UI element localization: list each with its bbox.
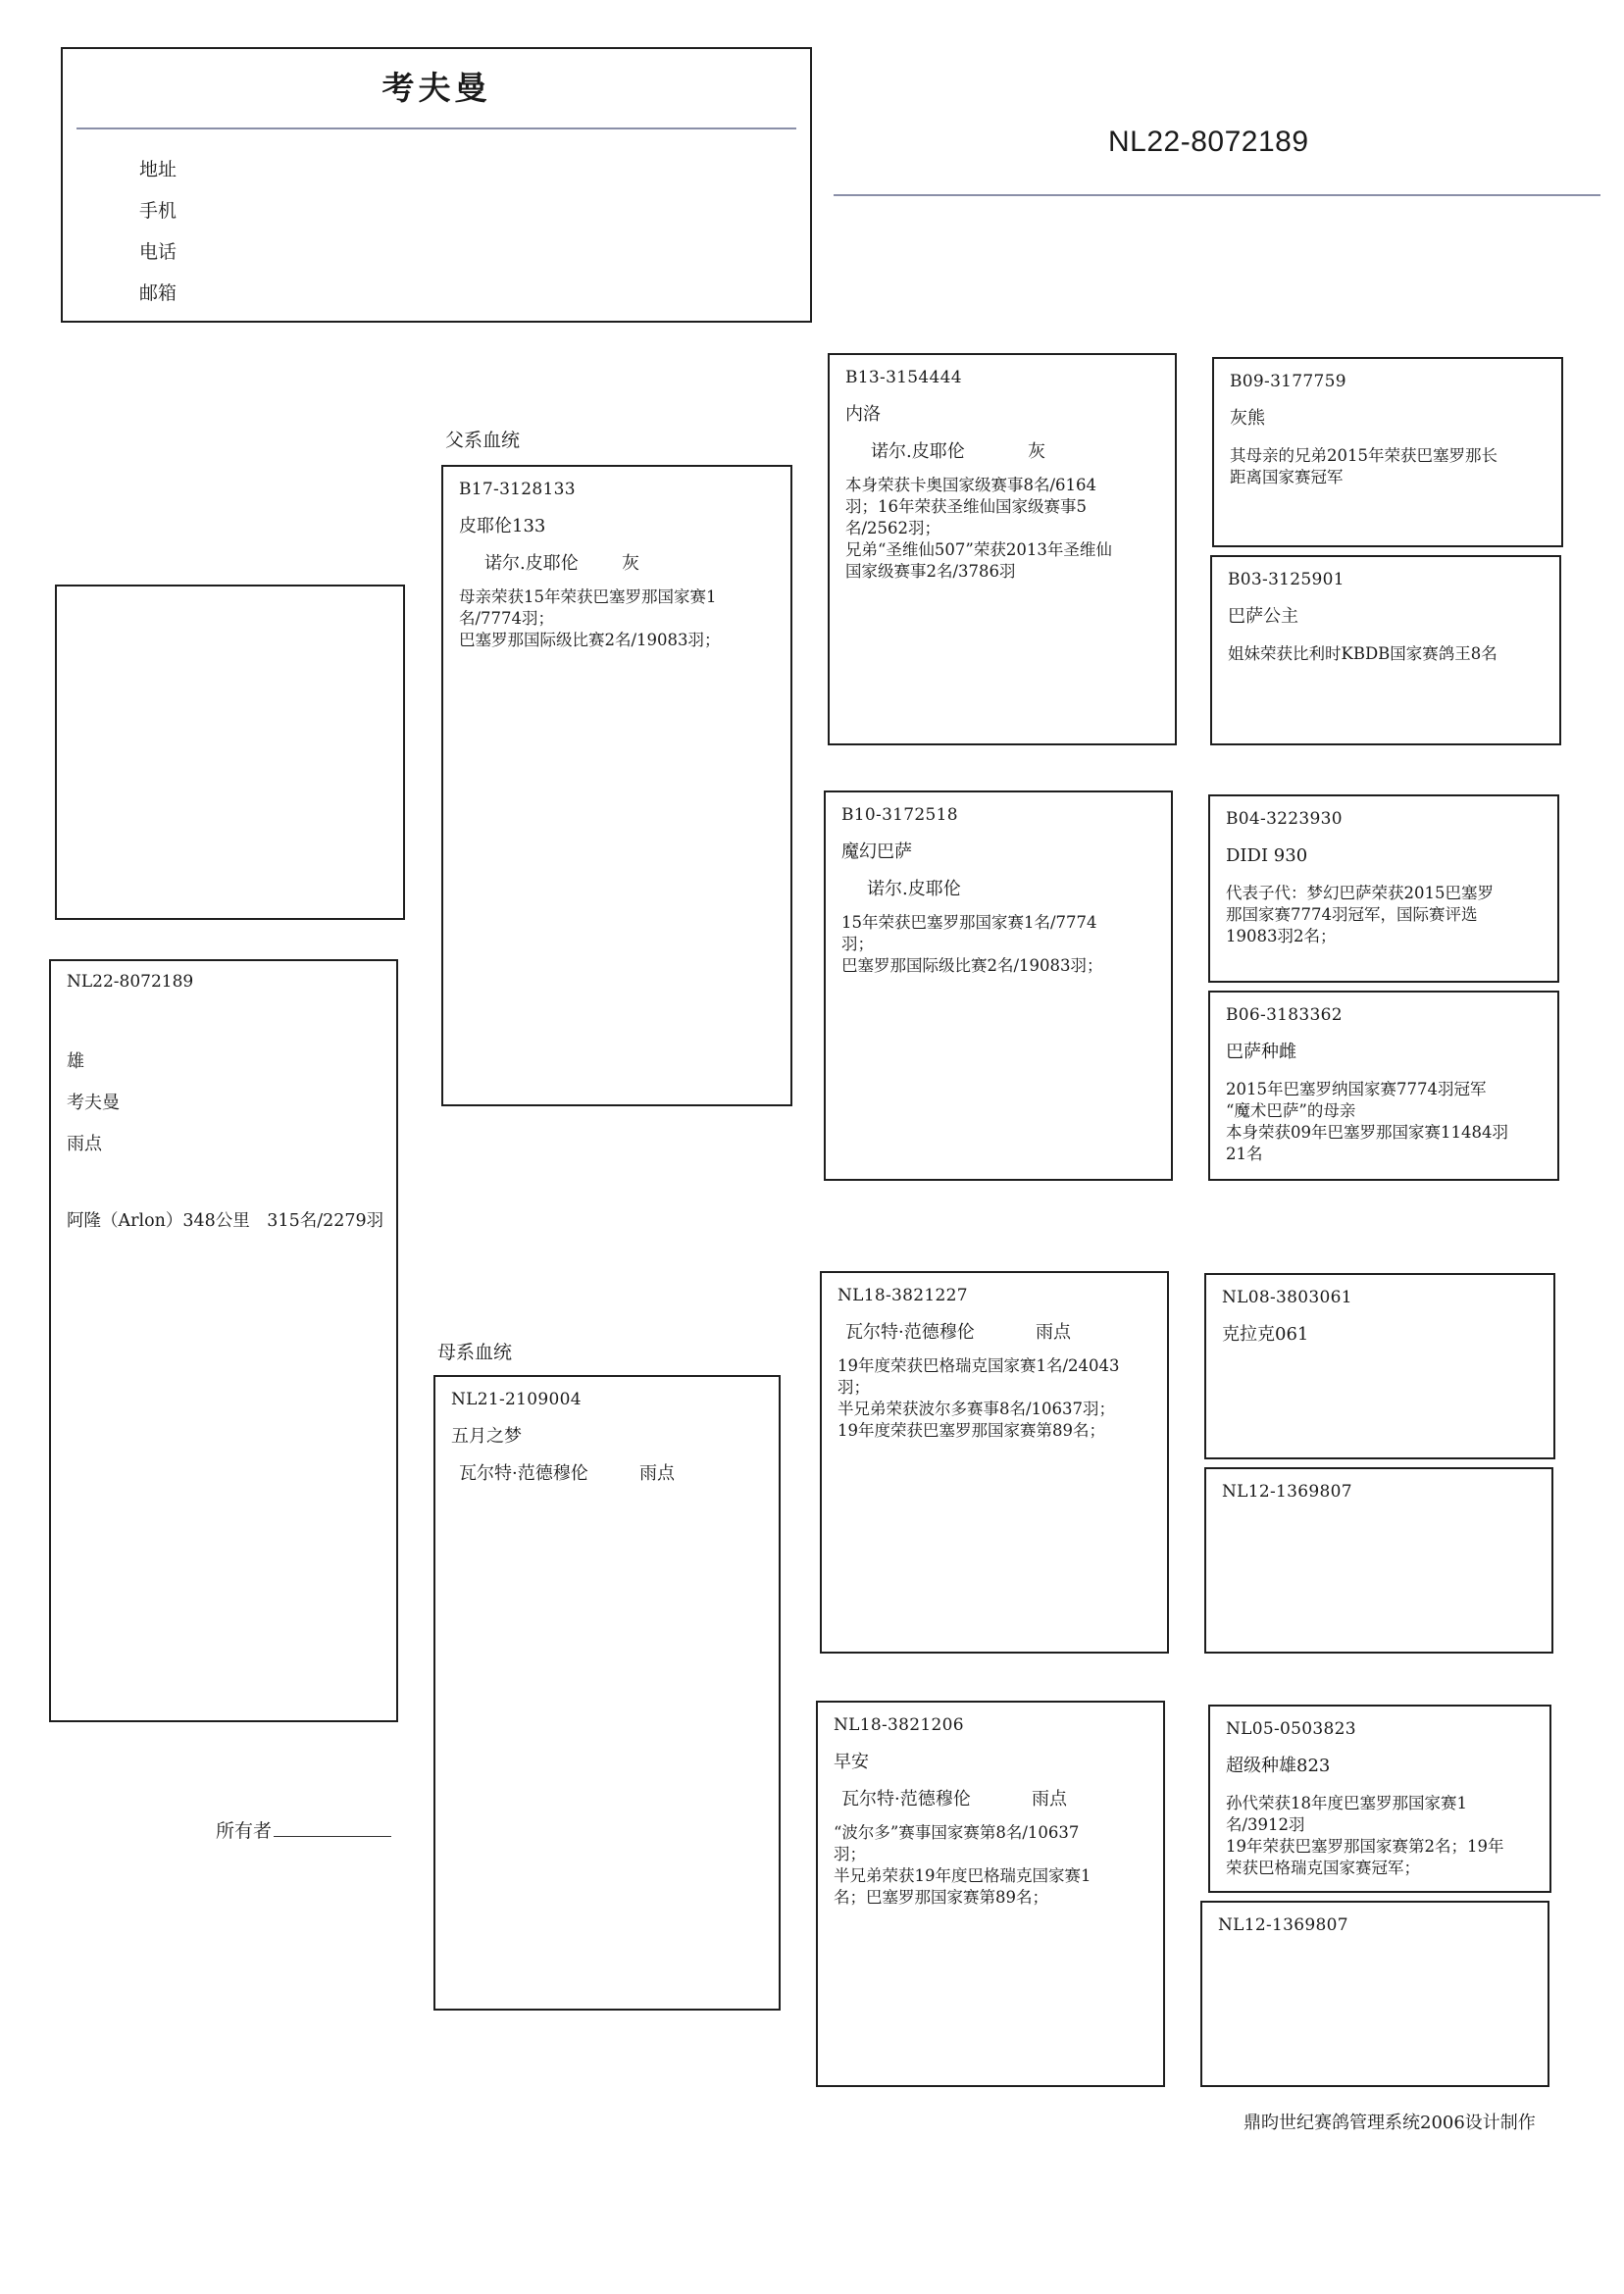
dam-dam-breeder-line	[834, 1789, 1147, 1810]
dam-sire-ring: NL18-3821227	[837, 1286, 968, 1305]
dsd-card	[1204, 1467, 1553, 1654]
sdd-card	[1208, 991, 1559, 1181]
sire-sire-description: 本身荣获卡奥国家级赛事8名/6164 羽；16年荣获圣维仙国家级赛事5 名/2562羽； 兄弟“圣维仙507”荣获2013年圣维仙 国家级赛事2名/3786羽	[845, 476, 1112, 581]
dam-sire-breeder: 瓦尔特·范德穆伦	[845, 1322, 975, 1343]
sire-dam-ring: B10-3172518	[841, 805, 958, 825]
sss-description: 其母亲的兄弟2015年荣获巴塞罗那长 距离国家赛冠军	[1230, 446, 1497, 486]
sds-description: 代表子代：梦幻巴萨荣获2015巴塞罗 那国家赛7774羽冠军，国际赛评选 19083羽2名；	[1226, 884, 1494, 945]
address-label: 地址	[139, 159, 178, 180]
ssd-ring: B03-3125901	[1228, 570, 1345, 589]
sire-sire-ring: B13-3154444	[845, 368, 962, 387]
dam-dam-name: 早安	[834, 1752, 869, 1772]
sire-breeder: 诺尔.皮耶伦	[484, 553, 579, 574]
subject-result: 阿隆（Arlon）348公里 315名/2279羽	[67, 1211, 384, 1231]
sdd-description: 2015年巴塞罗纳国家赛7774羽冠军 “魔术巴萨”的母亲 本身荣获09年巴塞罗那国家赛11484羽 21名	[1226, 1080, 1508, 1163]
sss-card	[1212, 357, 1563, 547]
dsd-ring: NL12-1369807	[1222, 1482, 1352, 1502]
owner-signature	[216, 1816, 391, 1843]
sire-sire-card	[828, 353, 1177, 745]
sire-sire-breeder: 诺尔.皮耶伦	[871, 441, 965, 462]
sire-breeder-line	[459, 553, 775, 575]
dam-card	[433, 1375, 781, 2011]
dam-sire-card	[820, 1271, 1169, 1654]
ssd-card	[1210, 555, 1561, 745]
ddd-ring: NL12-1369807	[1218, 1915, 1348, 1935]
phone-label: 电话	[139, 241, 178, 263]
subject-name: 考夫曼	[67, 1093, 120, 1113]
dam-name: 五月之梦	[451, 1426, 522, 1447]
dds-name: 超级种雄823	[1226, 1756, 1331, 1776]
sire-dam-breeder-line	[841, 879, 1155, 900]
owner-header-box	[61, 47, 812, 323]
ring-divider	[834, 194, 1600, 196]
dds-ring: NL05-0503823	[1226, 1719, 1356, 1739]
ddd-card	[1200, 1901, 1549, 2087]
sire-name: 皮耶伦133	[459, 516, 546, 536]
sss-name: 灰熊	[1230, 408, 1265, 429]
ssd-name: 巴萨公主	[1228, 606, 1298, 627]
dam-line-label: 母系血统	[437, 1342, 513, 1363]
sdd-name: 巴萨种雌	[1226, 1042, 1296, 1062]
sire-description: 母亲荣获15年荣获巴塞罗那国家赛1 名/7774羽； 巴塞罗那国际级比赛2名/19083羽；	[459, 587, 721, 649]
dam-sire-color: 雨点	[1036, 1322, 1071, 1343]
dam-color: 雨点	[639, 1463, 675, 1484]
owner-signature-label: 所有者	[216, 1820, 273, 1842]
sds-ring: B04-3223930	[1226, 809, 1343, 829]
dss-card	[1204, 1273, 1555, 1459]
dam-dam-description: “波尔多”赛事国家赛第8名/10637 羽； 半兄弟荣获19年度巴格瑞克国家赛1 名；巴塞罗那国家赛第89名；	[834, 1823, 1091, 1907]
dam-breeder-line	[451, 1463, 763, 1485]
subject-color: 雨点	[67, 1134, 102, 1154]
owner-title: 考夫曼	[381, 69, 491, 107]
dss-ring: NL08-3803061	[1222, 1288, 1352, 1307]
dam-ring: NL21-2109004	[451, 1390, 582, 1409]
dam-breeder: 瓦尔特·范德穆伦	[459, 1463, 588, 1484]
sds-name: DIDI 930	[1226, 845, 1308, 866]
sire-color: 灰	[622, 553, 639, 574]
sire-dam-name: 魔幻巴萨	[841, 841, 912, 862]
email-label: 邮箱	[139, 282, 178, 304]
dam-dam-ring: NL18-3821206	[834, 1715, 964, 1735]
ssd-description: 姐妹荣获比利时KBDB国家赛鸽王8名	[1228, 644, 1497, 663]
dss-name: 克拉克061	[1222, 1324, 1309, 1345]
dam-dam-color: 雨点	[1032, 1789, 1067, 1810]
signature-line	[274, 1836, 391, 1837]
dam-dam-card	[816, 1701, 1165, 2087]
ring-number-heading: NL22-8072189	[1108, 126, 1309, 158]
sire-sire-name: 内洛	[845, 404, 881, 425]
dam-dam-breeder: 瓦尔特·范德穆伦	[841, 1789, 971, 1810]
sdd-ring: B06-3183362	[1226, 1005, 1343, 1025]
sire-sire-color: 灰	[1028, 441, 1045, 462]
dam-sire-breeder-line	[837, 1322, 1151, 1344]
subject-sex: 雄	[67, 1051, 84, 1072]
sire-dam-description: 15年荣获巴塞罗那国家赛1名/7774 羽； 巴塞罗那国际级比赛2名/19083羽；	[841, 913, 1103, 975]
mobile-label: 手机	[139, 200, 178, 222]
sire-ring: B17-3128133	[459, 480, 576, 499]
sire-line-label: 父系血统	[445, 430, 521, 451]
sire-dam-card	[824, 790, 1173, 1181]
subject-box	[49, 959, 398, 1722]
subject-ring: NL22-8072189	[67, 972, 194, 992]
sire-sire-breeder-line	[845, 441, 1159, 463]
sire-dam-breeder: 诺尔.皮耶伦	[867, 879, 961, 899]
photo-placeholder	[55, 585, 405, 920]
sss-ring: B09-3177759	[1230, 372, 1346, 391]
dds-description: 孙代荣获18年度巴塞罗那国家赛1 名/3912羽 19年荣获巴塞罗那国家赛第2名；19年 荣获巴格瑞克国家赛冠军；	[1226, 1794, 1504, 1877]
header-divider	[76, 127, 796, 129]
dam-sire-description: 19年度荣获巴格瑞克国家赛1名/24043 羽； 半兄弟荣获波尔多赛事8名/10637羽； 19年度荣获巴塞罗那国家赛第89名；	[837, 1356, 1120, 1440]
sds-card	[1208, 794, 1559, 983]
footer-credit: 鼎昀世纪赛鸽管理系统2006设计制作	[1243, 2113, 1536, 2133]
sire-card	[441, 465, 792, 1106]
dds-card	[1208, 1705, 1551, 1893]
